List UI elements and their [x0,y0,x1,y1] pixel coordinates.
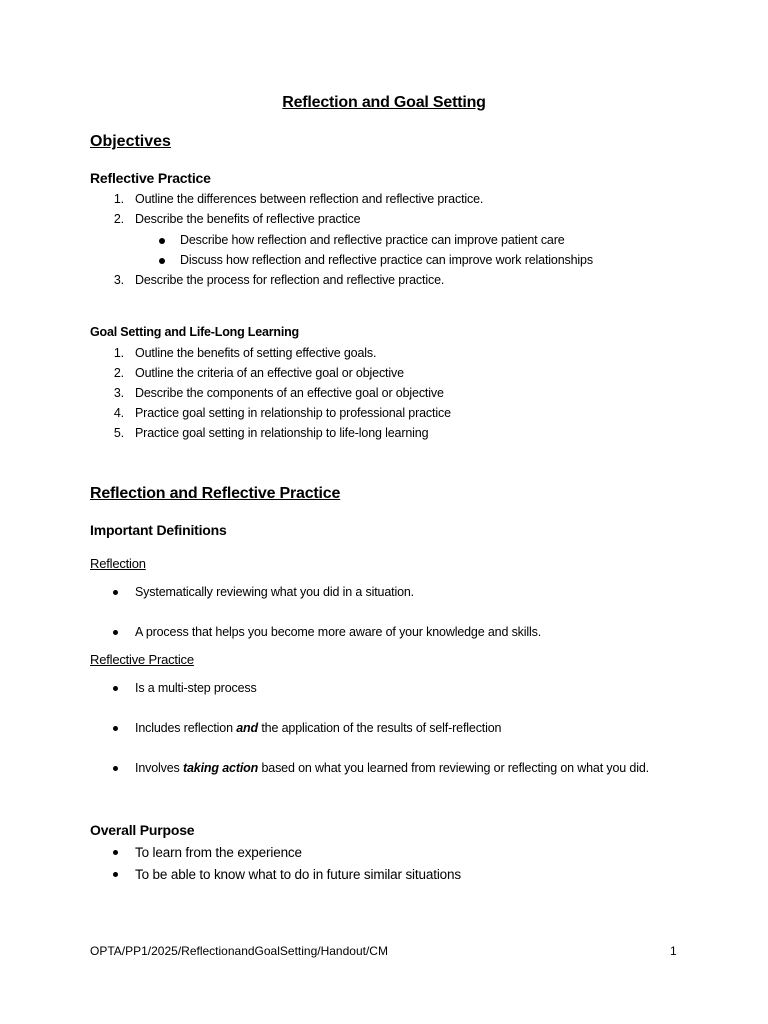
page-number: 1 [670,944,677,958]
bullet-icon [113,850,118,855]
section-heading-reflection: Reflection and Reflective Practice [90,485,341,502]
goal-setting-heading: Goal Setting and Life-Long Learning [90,325,299,339]
reflective-practice-label: Reflective Practice [90,652,194,667]
bullet-icon [113,766,118,771]
purpose-heading: Overall Purpose [90,822,195,838]
bullet-icon [113,872,118,877]
definitions-heading: Important Definitions [90,522,227,538]
objectives-heading: Objectives [90,133,171,150]
bullet-icon [113,686,118,691]
bullet-icon [113,590,118,595]
bullet-icon [113,630,118,635]
bullet-icon [159,238,165,244]
document-title: Reflection and Goal Setting [282,94,486,111]
bullet-icon [159,258,165,264]
bullet-icon [113,726,118,731]
footer-document-id: OPTA/PP1/2025/ReflectionandGoalSetting/Handout/CM [90,944,388,958]
reflective-practice-heading: Reflective Practice [90,170,211,186]
reflection-label: Reflection [90,556,146,571]
